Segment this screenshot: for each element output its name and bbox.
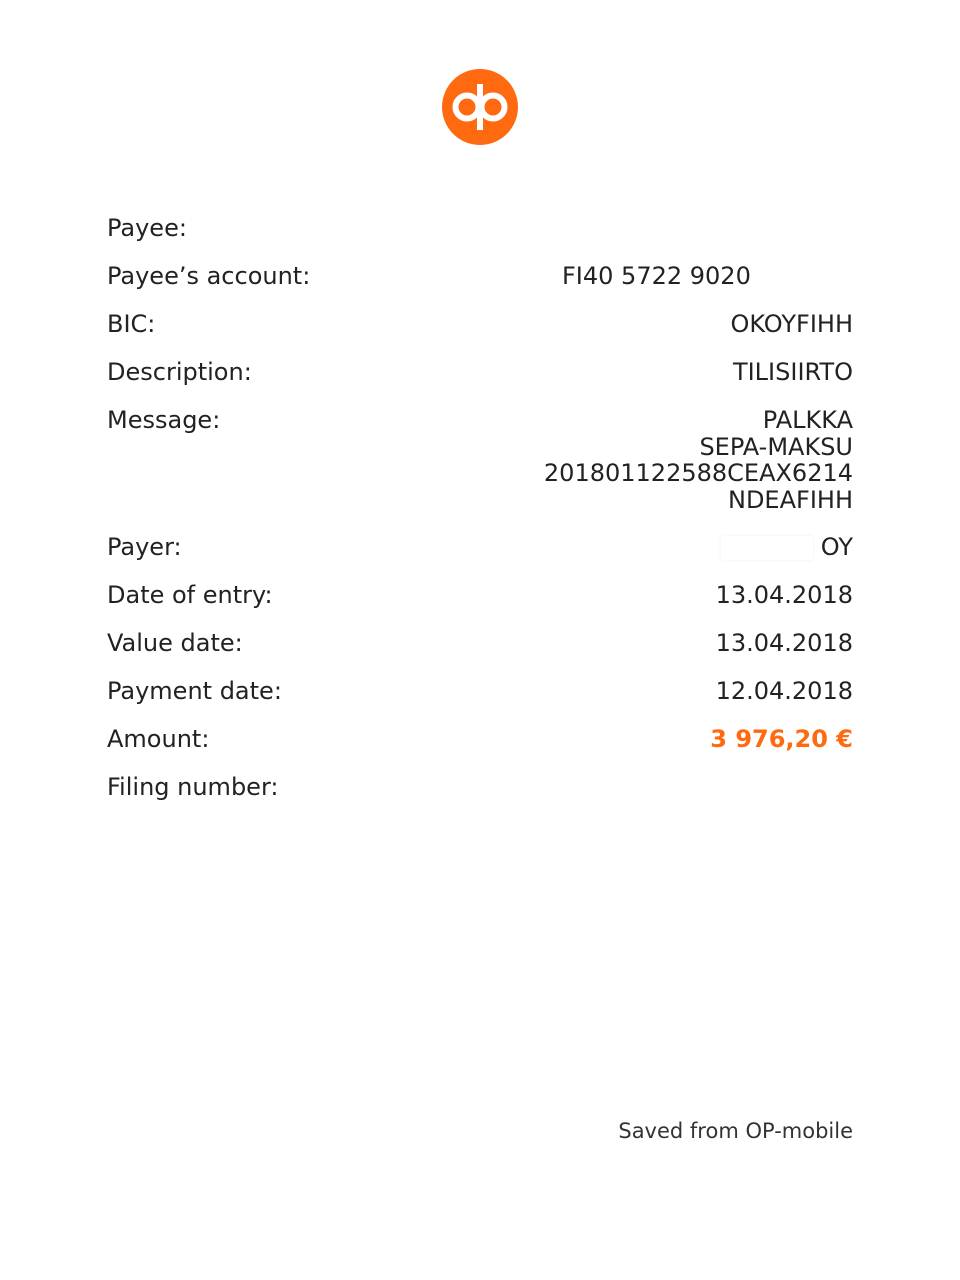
description-value: TILISIIRTO	[732, 358, 853, 386]
payee-row	[107, 215, 853, 242]
payer-suffix: OY	[820, 533, 853, 561]
date-of-entry-value: 13.04.2018	[715, 581, 853, 609]
payment-date-value: 12.04.2018	[715, 677, 853, 705]
message-line: NDEAFIHH	[728, 485, 853, 514]
date-of-entry-row	[107, 582, 853, 609]
payer-row	[107, 534, 853, 561]
value-date-value: 13.04.2018	[715, 629, 853, 657]
op-logo-icon	[442, 69, 518, 145]
payer-value	[721, 534, 853, 561]
message-line: 201801122588CEAX6214	[543, 459, 853, 487]
amount-value: 3 976,20 €	[710, 725, 853, 753]
payee-account-value: FI40 5722 9020	[562, 262, 751, 290]
message-label: Message:	[107, 406, 221, 434]
message-line: SEPA-MAKSU	[699, 432, 853, 461]
description-label: Description:	[107, 358, 252, 386]
payee-label: Payee:	[107, 214, 187, 242]
message-value	[544, 407, 853, 513]
value-date-row	[107, 630, 853, 657]
bic-row	[107, 311, 853, 338]
message-line: PALKKA	[762, 406, 853, 434]
payee-account-row	[107, 263, 853, 290]
redacted-block	[721, 536, 813, 560]
message-row	[107, 407, 853, 513]
filing-number-label: Filing number:	[107, 773, 279, 801]
description-row	[107, 359, 853, 386]
bic-label: BIC:	[107, 310, 156, 338]
transaction-details	[107, 215, 853, 822]
value-date-label: Value date:	[107, 629, 243, 657]
amount-label: Amount:	[107, 725, 210, 753]
payment-date-row	[107, 678, 853, 705]
amount-row	[107, 726, 853, 753]
filing-number-row	[107, 774, 853, 801]
bic-value: OKOYFIHH	[730, 310, 853, 338]
footer-note: Saved from OP-mobile	[618, 1119, 853, 1143]
payee-account-label: Payee’s account:	[107, 262, 311, 290]
date-of-entry-label: Date of entry:	[107, 581, 273, 609]
payer-label: Payer:	[107, 533, 182, 561]
payment-date-label: Payment date:	[107, 677, 282, 705]
